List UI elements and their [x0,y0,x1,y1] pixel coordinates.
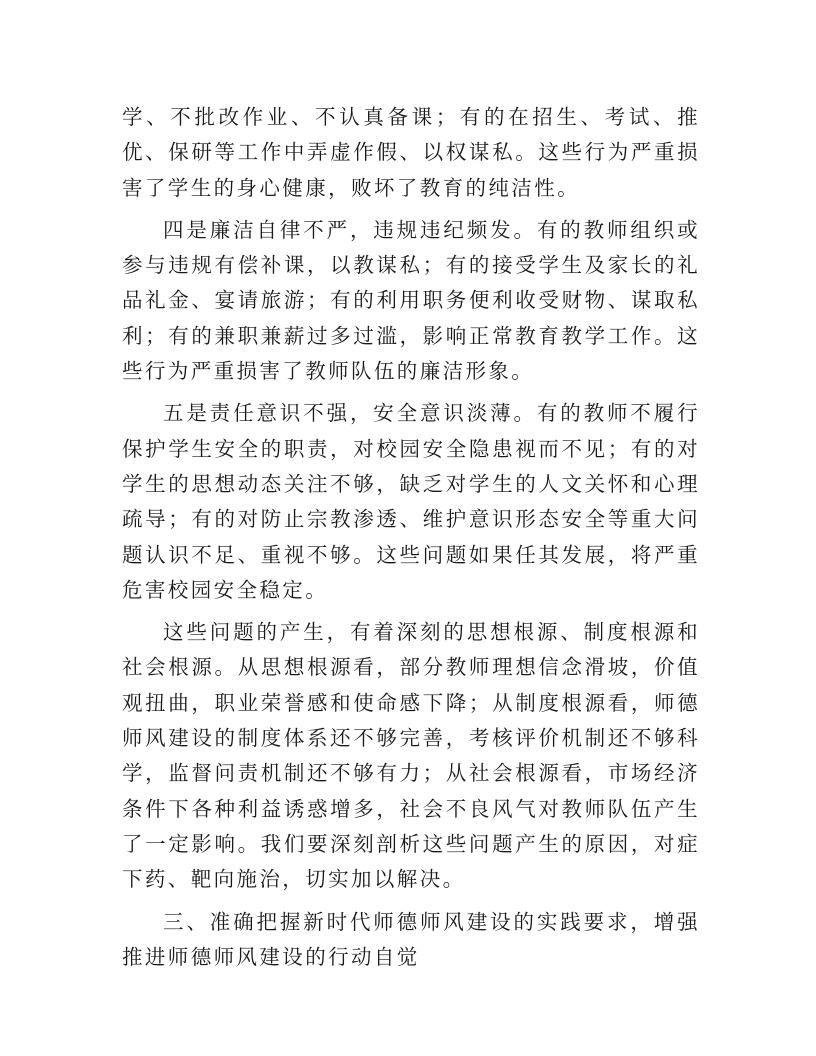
document-body [122,100,700,982]
paragraph-integrity: 四是廉洁自律不严，违规违纪频发。有的教师组织或参与违规有偿补课，以教谋私；有的接受学生及家长的礼品礼金、宴请旅游；有的利用职务便利收受财物、谋取私利；有的兼职兼薪过多过滥，影响正常教育教学工作。这些行为严重损害了教师队伍的廉洁形象。 [122,217,700,384]
paragraph-responsibility: 五是责任意识不强，安全意识淡薄。有的教师不履行保护学生安全的职责，对校园安全隐患视而不见；有的对学生的思想动态关注不够，缺乏对学生的人文关怀和心理疏导；有的对防止宗教渗透、维护意识形态安全等重大问题认识不足、重视不够。这些问题如果任其发展，将严重危害校园安全稳定。 [122,401,700,602]
section-heading-three: 三、准确把握新时代师德师风建设的实践要求，增强推进师德师风建设的行动自觉 [122,909,700,969]
paragraph-continuation: 学、不批改作业、不认真备课；有的在招生、考试、推优、保研等工作中弄虚作假、以权谋私。这些行为严重损害了学生的身心健康，败坏了教育的纯洁性。 [122,105,700,200]
paragraph-root-causes: 这些问题的产生，有着深刻的思想根源、制度根源和社会根源。从思想根源看，部分教师理想信念滑坡，价值观扭曲，职业荣誉感和使命感下降；从制度根源看，师德师风建设的制度体系还不够完善，考核评价机制还不够科学，监督问责机制还不够有力；从社会根源看，市场经济条件下各种利益诱惑增多，社会不良风气对教师队伍产生了一定影响。我们要深刻剖析这些问题产生的原因，对症下药、靶向施治，切实加以解决。 [122,620,700,892]
